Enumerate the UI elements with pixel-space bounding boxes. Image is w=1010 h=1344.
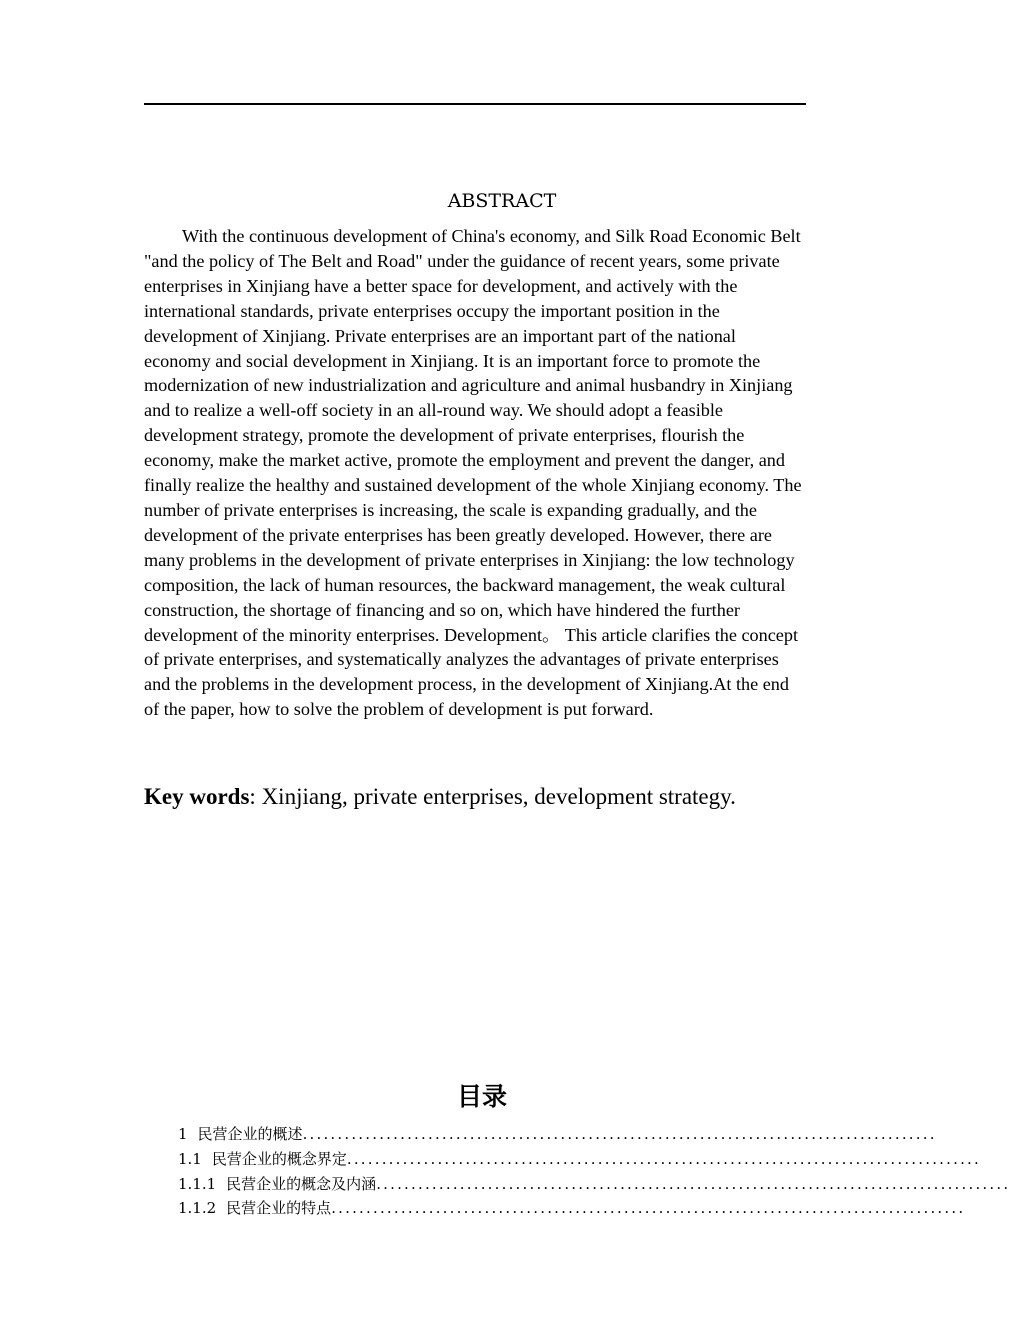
toc-entry-text: 民营企业的概念及内涵 xyxy=(226,1174,377,1193)
toc-entry-text: 民营企业的概念界定 xyxy=(211,1149,347,1168)
keywords-text: Xinjiang, private enterprises, development strategy. xyxy=(261,784,736,809)
abstract-body: With the continuous development of China's economy, and Silk Road Economic Belt "and the policy of The Belt and Road" under the guidance of recent years, some private enterprises in Xinjiang have a better space for development, and actively with the international standards, private enterprises occupy the important position in the development of Xinjiang. Private enterprises are an important part of the national economy and social development in Xinjiang. It is an important force to promote the modernization of new industrialization and agriculture and animal husbandry in Xinjiang and to realize a well-off society in an all-round way. We should adopt a feasible development strategy, promote the development of private enterprises, flourish the economy, make the market active, promote the employment and prevent the danger, and finally realize the healthy and sustained development of the whole Xinjiang economy. The number of private enterprises is increasing, the scale is expanding gradually, and the development of the private enterprises has been greatly developed. However, there are many problems in the development of private enterprises in Xinjiang: the low technology composition, the lack of human resources, the backward management, the weak cultural construction, the shortage of financing and so on, which have hindered the further development of the minority enterprises. Development。 This article clarifies the concept of private enterprises, and systematically analyzes the advantages of private enterprises and the problems in the development process, in the development of Xinjiang.At the end of the paper, how to solve the problem of development is put forward. xyxy=(144,226,802,720)
toc-entry-text: 民营企业的概述 xyxy=(197,1125,303,1143)
toc-entry-number: 1 xyxy=(178,1125,188,1143)
toc-entry-number: 1.1.1 xyxy=(178,1174,217,1193)
keywords-label: Key words xyxy=(144,784,250,809)
toc-entry-number: 1.1.2 xyxy=(178,1199,217,1218)
toc-leader-dots: ........................................................................................... xyxy=(346,1149,981,1168)
abstract-title: ABSTRACT xyxy=(447,190,557,212)
toc-entry[interactable] xyxy=(178,1147,981,1172)
toc-leader-dots: ........................................................................................... xyxy=(302,1125,937,1143)
toc-entry[interactable] xyxy=(178,1122,937,1147)
keywords-separator: : xyxy=(249,784,262,809)
toc-entry[interactable] xyxy=(178,1172,1010,1197)
keywords xyxy=(144,782,844,812)
toc-entry-text: 民营企业的特点 xyxy=(226,1199,332,1218)
toc-entry[interactable] xyxy=(178,1196,966,1221)
toc-leader-dots: ........................................................................................... xyxy=(376,1174,1010,1193)
toc-entry-number: 1.1 xyxy=(178,1149,202,1168)
header-rule xyxy=(144,103,806,105)
toc-leader-dots: ........................................................................................... xyxy=(331,1199,966,1218)
table-of-contents xyxy=(178,1122,1010,1221)
toc-title: 目录 xyxy=(456,1082,507,1111)
